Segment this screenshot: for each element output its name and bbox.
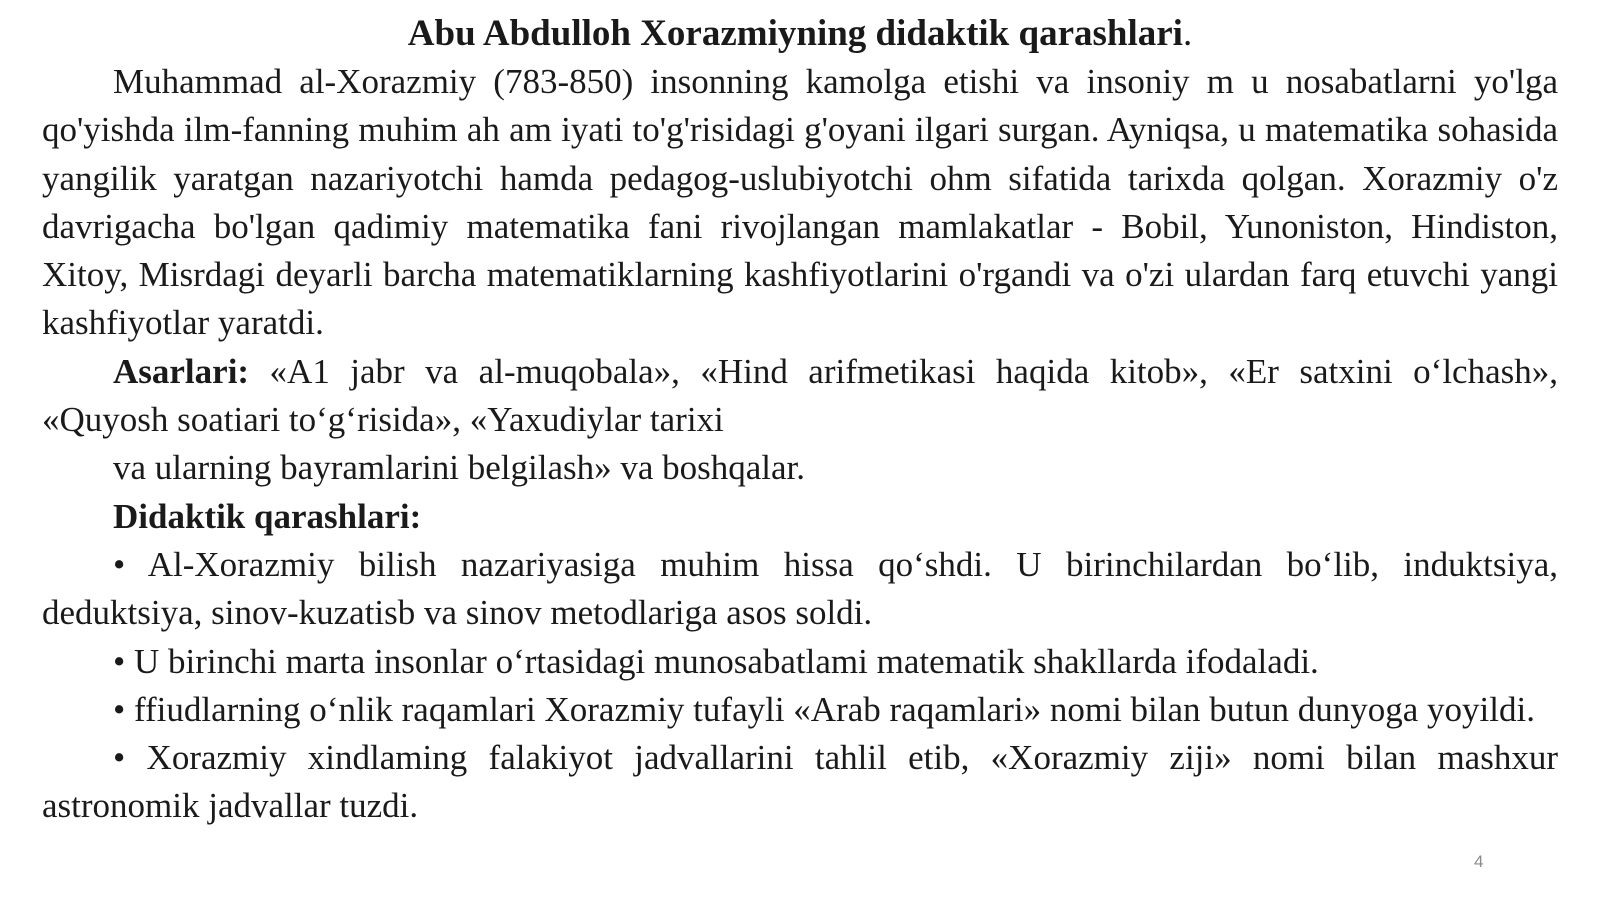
slide-title-text: Abu Abdulloh Xorazmiyning didaktik qarashlari [407,13,1183,54]
bullet-item: • Al-Xorazmiy bilish nazariyasiga muhim hissa qo‘shdi. U birinchilardan bo‘lib, induktsiya, deduktsiya, sinov-kuzatisb va sinov metodlariga asos soldi. [42,544,1558,633]
works-label: Asarlari: [113,351,250,391]
intro-paragraph: Muhammad al-Xorazmiy (783-850) insonning kamolga etishi va insoniy m u nosabatlarni yo'lga qo'yishda ilm-fanning muhim ah am iyati to'g'risidagi g'oyani ilgari surgan. Ayniqsa, u matematika sohasida yangilik yaratgan nazariyotchi hamda pedagog-uslubiyotchi ohm sifatida tarixda qolgan. Xorazmiy o'z davrigacha bo'lgan qadimiy matematika fani rivojlangan mamlakatlar - Bobil, Yunoniston, Hindiston, Xitoy, Misrdagi deyarli barcha matematiklarning kashfiyotlarini o'rgandi va o'zi ulardan farq etuvchi yangi kashfiyotlar yaratdi. [42,62,1558,343]
page-number: 4 [1474,852,1484,871]
slide-body [42,58,1558,831]
works-paragraph [42,348,1558,445]
bullet-item: • Xorazmiy xindlaming falakiyot jadvallarini tahlil etib, «Xorazmiy ziji» nomi bilan mashxur astronomik jadvallar tuzdi. [42,738,1558,826]
didactic-views-heading: Didaktik qarashlari: [113,496,422,536]
slide-title-period: . [1182,13,1193,54]
works-continuation: va ularning bayramlarini belgilash» va boshqalar. [113,448,806,488]
bullet-item: • U birinchi marta insonlar o‘rtasidagi munosabatlami matematik shakllarda ifodaladi. [113,641,1319,681]
bullet-item: • ffiudlarning o‘nlik raqamlari Xorazmiy tufayli «Arab raqamlari» nomi bilan butun dunyoga yoyildi. [113,689,1535,729]
slide-title [0,10,1600,58]
works-text: «A1 jabr va al-muqobala», «Hind arifmetikasi haqida kitob», «Er satxini o‘lchash», «Quyosh soatiari to‘g‘risida», «Yaxudiylar tarixi [42,351,1558,440]
